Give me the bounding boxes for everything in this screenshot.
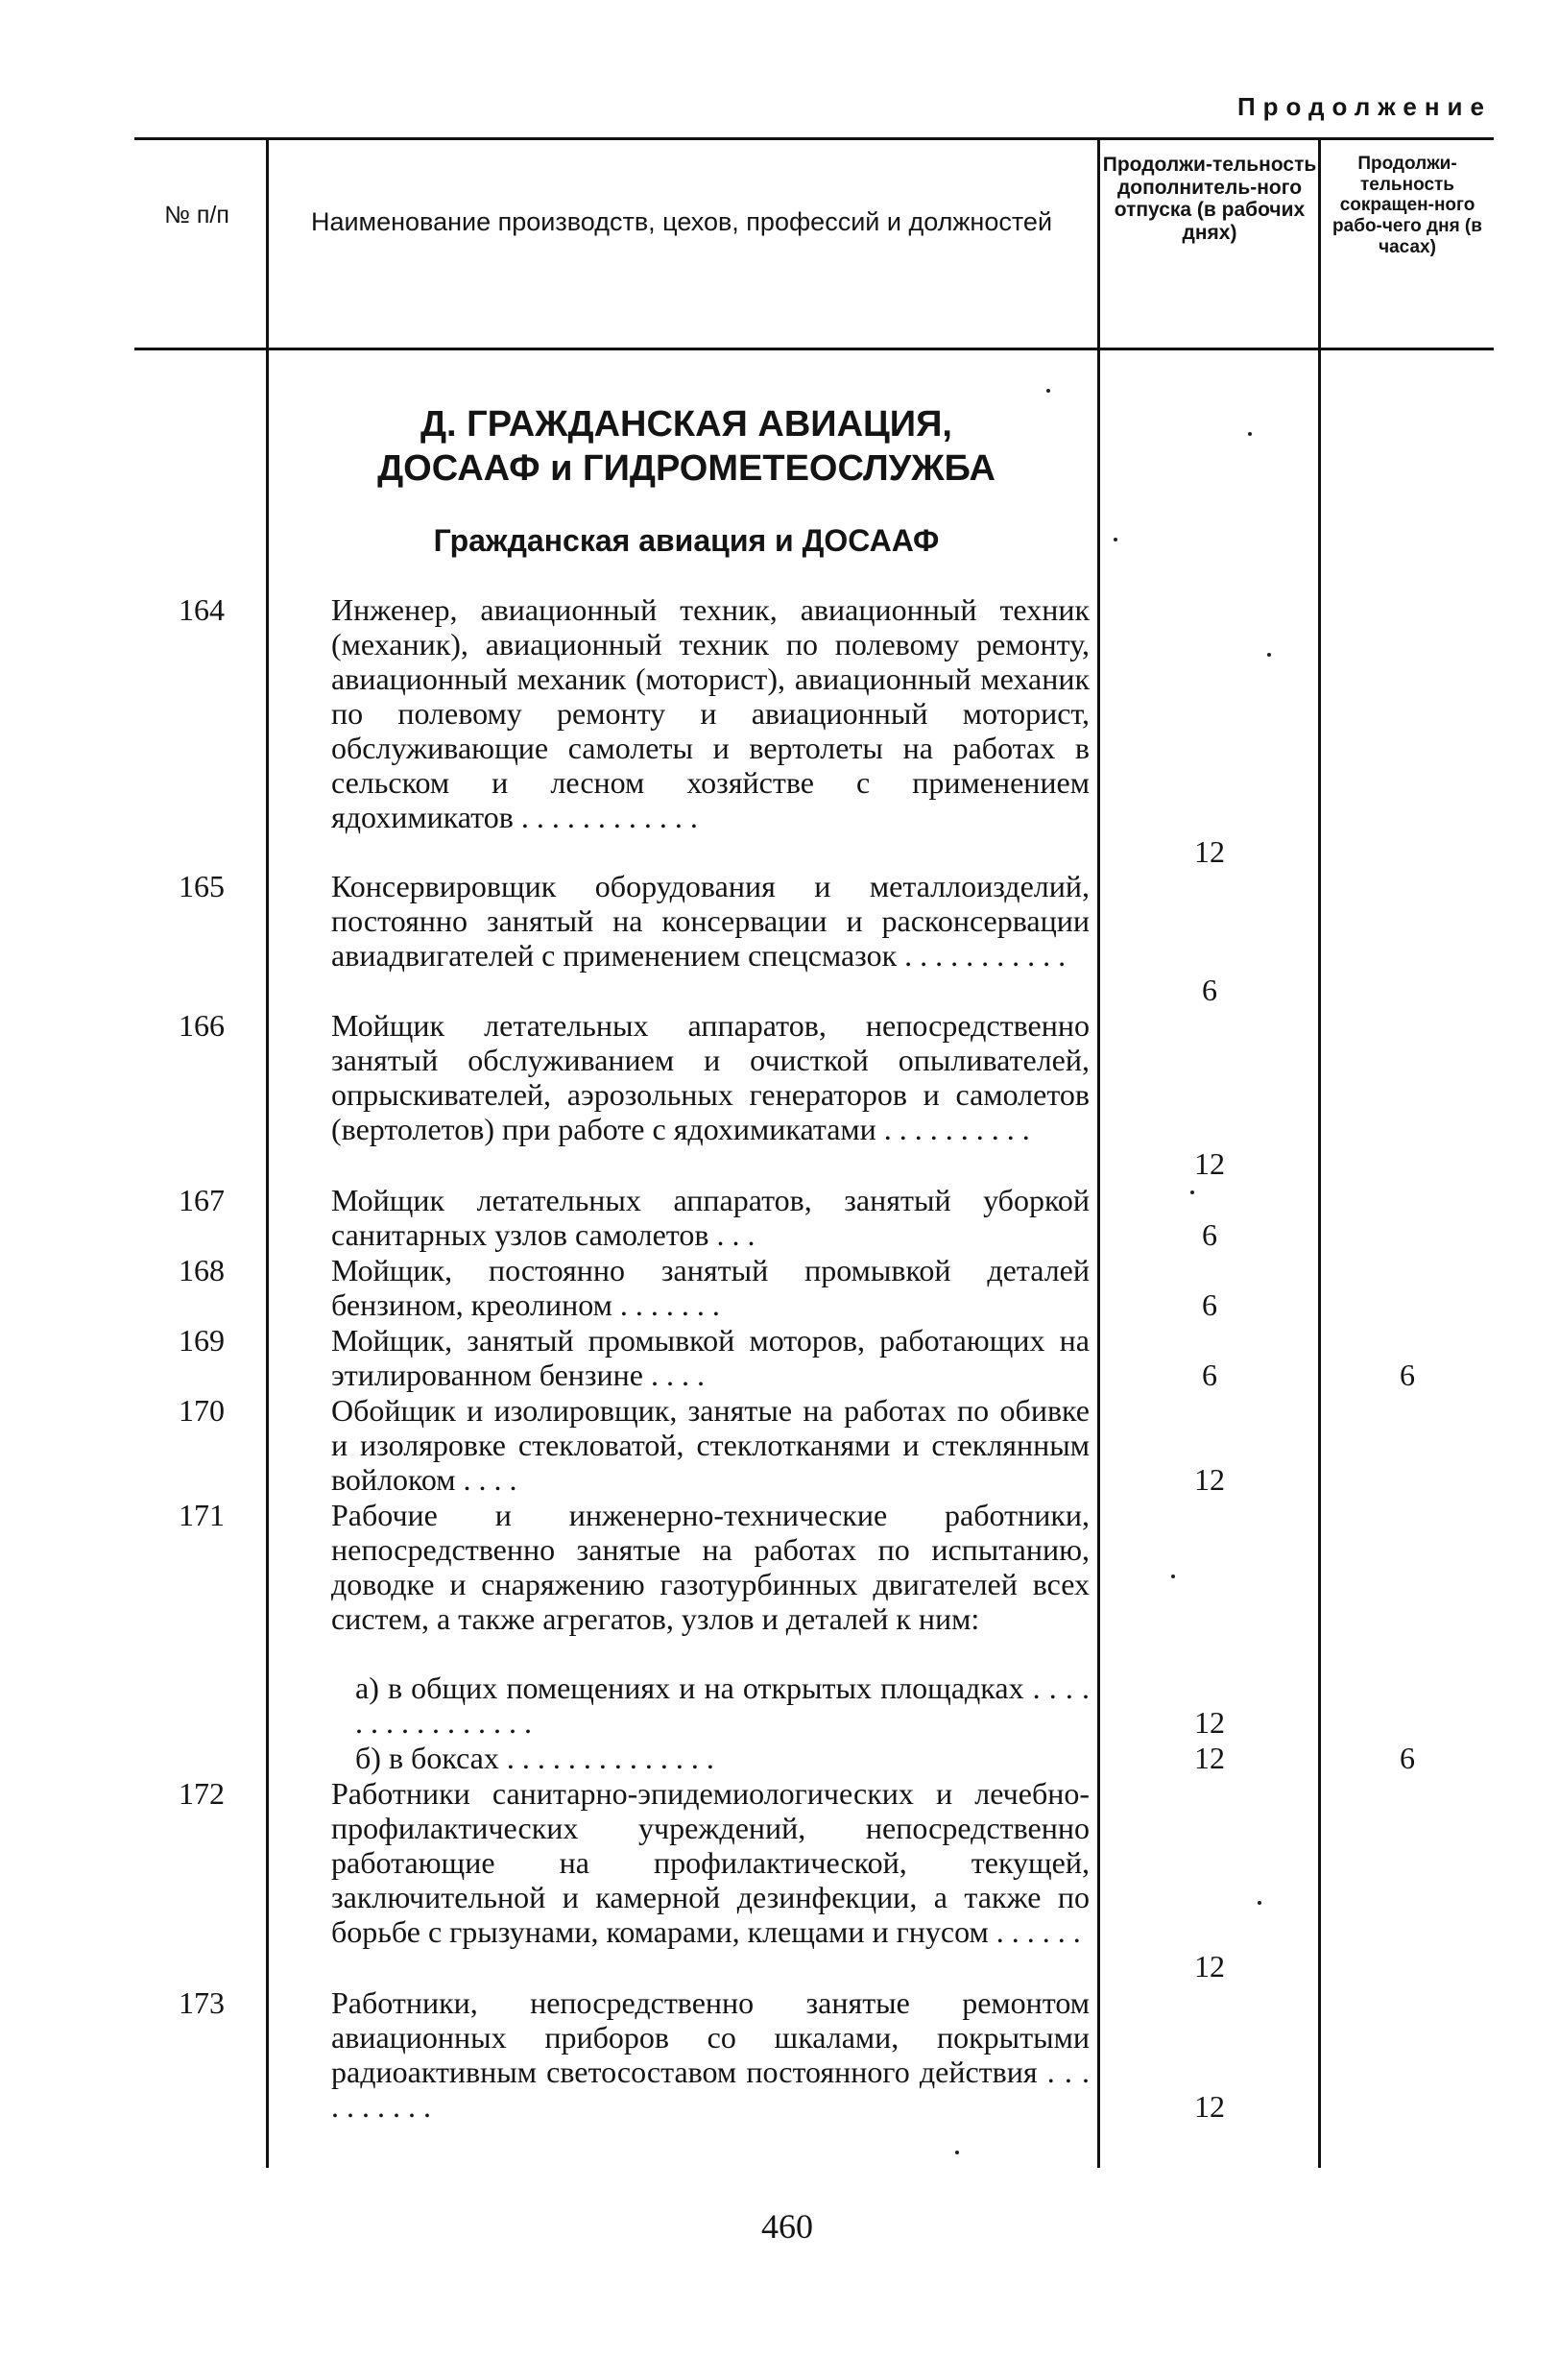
row-vacation: 12 xyxy=(1194,1146,1225,1181)
row-number: 170 xyxy=(179,1393,225,1428)
row-number: 169 xyxy=(179,1323,225,1358)
row-text: Мойщик летательных аппаратов, занятый уборкой санитарных узлов самолетов . . . xyxy=(331,1183,1090,1252)
row-text: Работники санитарно-эпидемиологических и лечебно-профилактических учреждений, непосредственно работающие на профилактической, текущей, заключительной и камерной дезинфекции, а также по борьбе с грызунами, комарами, клещами и гнусом . . . . . . xyxy=(331,1776,1090,1949)
row-text: Работники, непосредственно занятые ремонтом авиационных приборов со шкалами, покрытыми радиоактивным светосоставом постоянного действия . . . . . . . . . . xyxy=(331,1985,1090,2124)
row-number: 165 xyxy=(179,869,225,903)
section-title: Д. ГРАЖДАНСКАЯ АВИАЦИЯ, ДОСААФ и ГИДРОМЕТЕОСЛУЖБА xyxy=(377,404,995,489)
row-number: 171 xyxy=(179,1498,225,1532)
row-number: 166 xyxy=(179,1008,225,1043)
row-text: Обойщик и изолировщик, занятые на работах по обивке и изоляровке стекловатой, стеклотканями и стеклянным войлоком . . . . xyxy=(331,1393,1090,1497)
row-vacation: 12 xyxy=(1194,834,1225,869)
header-name: Наименование производств, цехов, профессий и должностей xyxy=(310,207,1053,236)
row-vacation: 12 xyxy=(1194,1741,1225,1775)
row-number: 168 xyxy=(179,1253,225,1287)
column-divider-2 xyxy=(1097,137,1100,2168)
row-text: Мойщик летательных аппаратов, непосредственно занятый обслуживанием и очисткой опыливателей, опрыскивателей, аэрозольных генераторов и самолетов (вертолетов) при работе с ядохимикатами . . . . . . . . . . xyxy=(331,1008,1090,1146)
row-number: 172 xyxy=(179,1776,225,1811)
scan-speck xyxy=(1046,389,1050,393)
header-vacation: Продолжи-тельность дополнитель-ного отпуска (в рабочих днях) xyxy=(1102,154,1317,244)
row-text: а) в общих помещениях и на открытых площадках . . . . . . . . . . . . . . . . xyxy=(355,1671,1090,1740)
row-text: Консервировщик оборудования и металлоизделий, постоянно занятый на консервации и расконсервации авиадвигателей с применением спецсмазок . . . . . . . . . . . xyxy=(331,869,1090,973)
row-number: 173 xyxy=(179,1985,225,2020)
scan-speck xyxy=(1248,432,1252,436)
row-vacation: 12 xyxy=(1194,1705,1225,1740)
scan-speck xyxy=(1258,1901,1261,1905)
row-workday: 6 xyxy=(1400,1741,1415,1775)
header-number: № п/п xyxy=(164,202,229,228)
row-text: Мойщик, занятый промывкой моторов, работающих на этилированном бензине . . . . xyxy=(331,1323,1090,1392)
row-vacation: 6 xyxy=(1202,973,1217,1007)
continuation-label: Продолжение xyxy=(1236,92,1492,121)
row-text: б) в боксах . . . . . . . . . . . . . . xyxy=(355,1741,714,1775)
row-vacation: 12 xyxy=(1194,1462,1225,1497)
row-vacation: 6 xyxy=(1202,1287,1217,1322)
section-subtitle: Гражданская авиация и ДОСААФ xyxy=(433,523,940,558)
row-text: Мойщик, постоянно занятый промывкой деталей бензином, креолином . . . . . . . xyxy=(331,1253,1090,1322)
column-divider-3 xyxy=(1318,137,1321,2168)
table-header-bottom-rule xyxy=(134,348,1494,350)
row-workday: 6 xyxy=(1400,1358,1415,1392)
row-text: Рабочие и инженерно-технические работники, непосредственно занятые на работах по испытанию, доводке и снаряжению газотурбинных двигателей всех систем, а также агрегатов, узлов и деталей к ним: xyxy=(331,1498,1090,1636)
scan-speck xyxy=(955,2151,959,2154)
row-vacation: 6 xyxy=(1202,1358,1217,1392)
scan-speck xyxy=(1171,1575,1175,1578)
row-vacation: 6 xyxy=(1202,1217,1217,1252)
row-number: 164 xyxy=(179,592,225,627)
table-top-rule xyxy=(134,137,1494,140)
row-vacation: 12 xyxy=(1194,2089,1225,2124)
row-text: Инженер, авиационный техник, авиационный техник (механик), авиационный техник по полевому ремонту, авиационный механик (моторист), авиационный механик по полевому ремонту и авиационный моторист, обслуживающие самолеты и вертолеты на работах в сельском и лесном хозяйстве с применением ядохимикатов . . . . . . . . . . . . xyxy=(331,592,1090,834)
page-number: 460 xyxy=(761,2207,813,2246)
row-vacation: 12 xyxy=(1194,1949,1225,1983)
header-workday: Продолжи-тельность сокращен-ного рабо-чего дня (в часах) xyxy=(1332,154,1482,257)
row-number: 167 xyxy=(179,1183,225,1217)
scan-speck xyxy=(1190,1190,1194,1194)
scan-speck xyxy=(1114,538,1117,541)
scan-speck xyxy=(1267,653,1271,657)
column-divider-1 xyxy=(266,137,269,2168)
